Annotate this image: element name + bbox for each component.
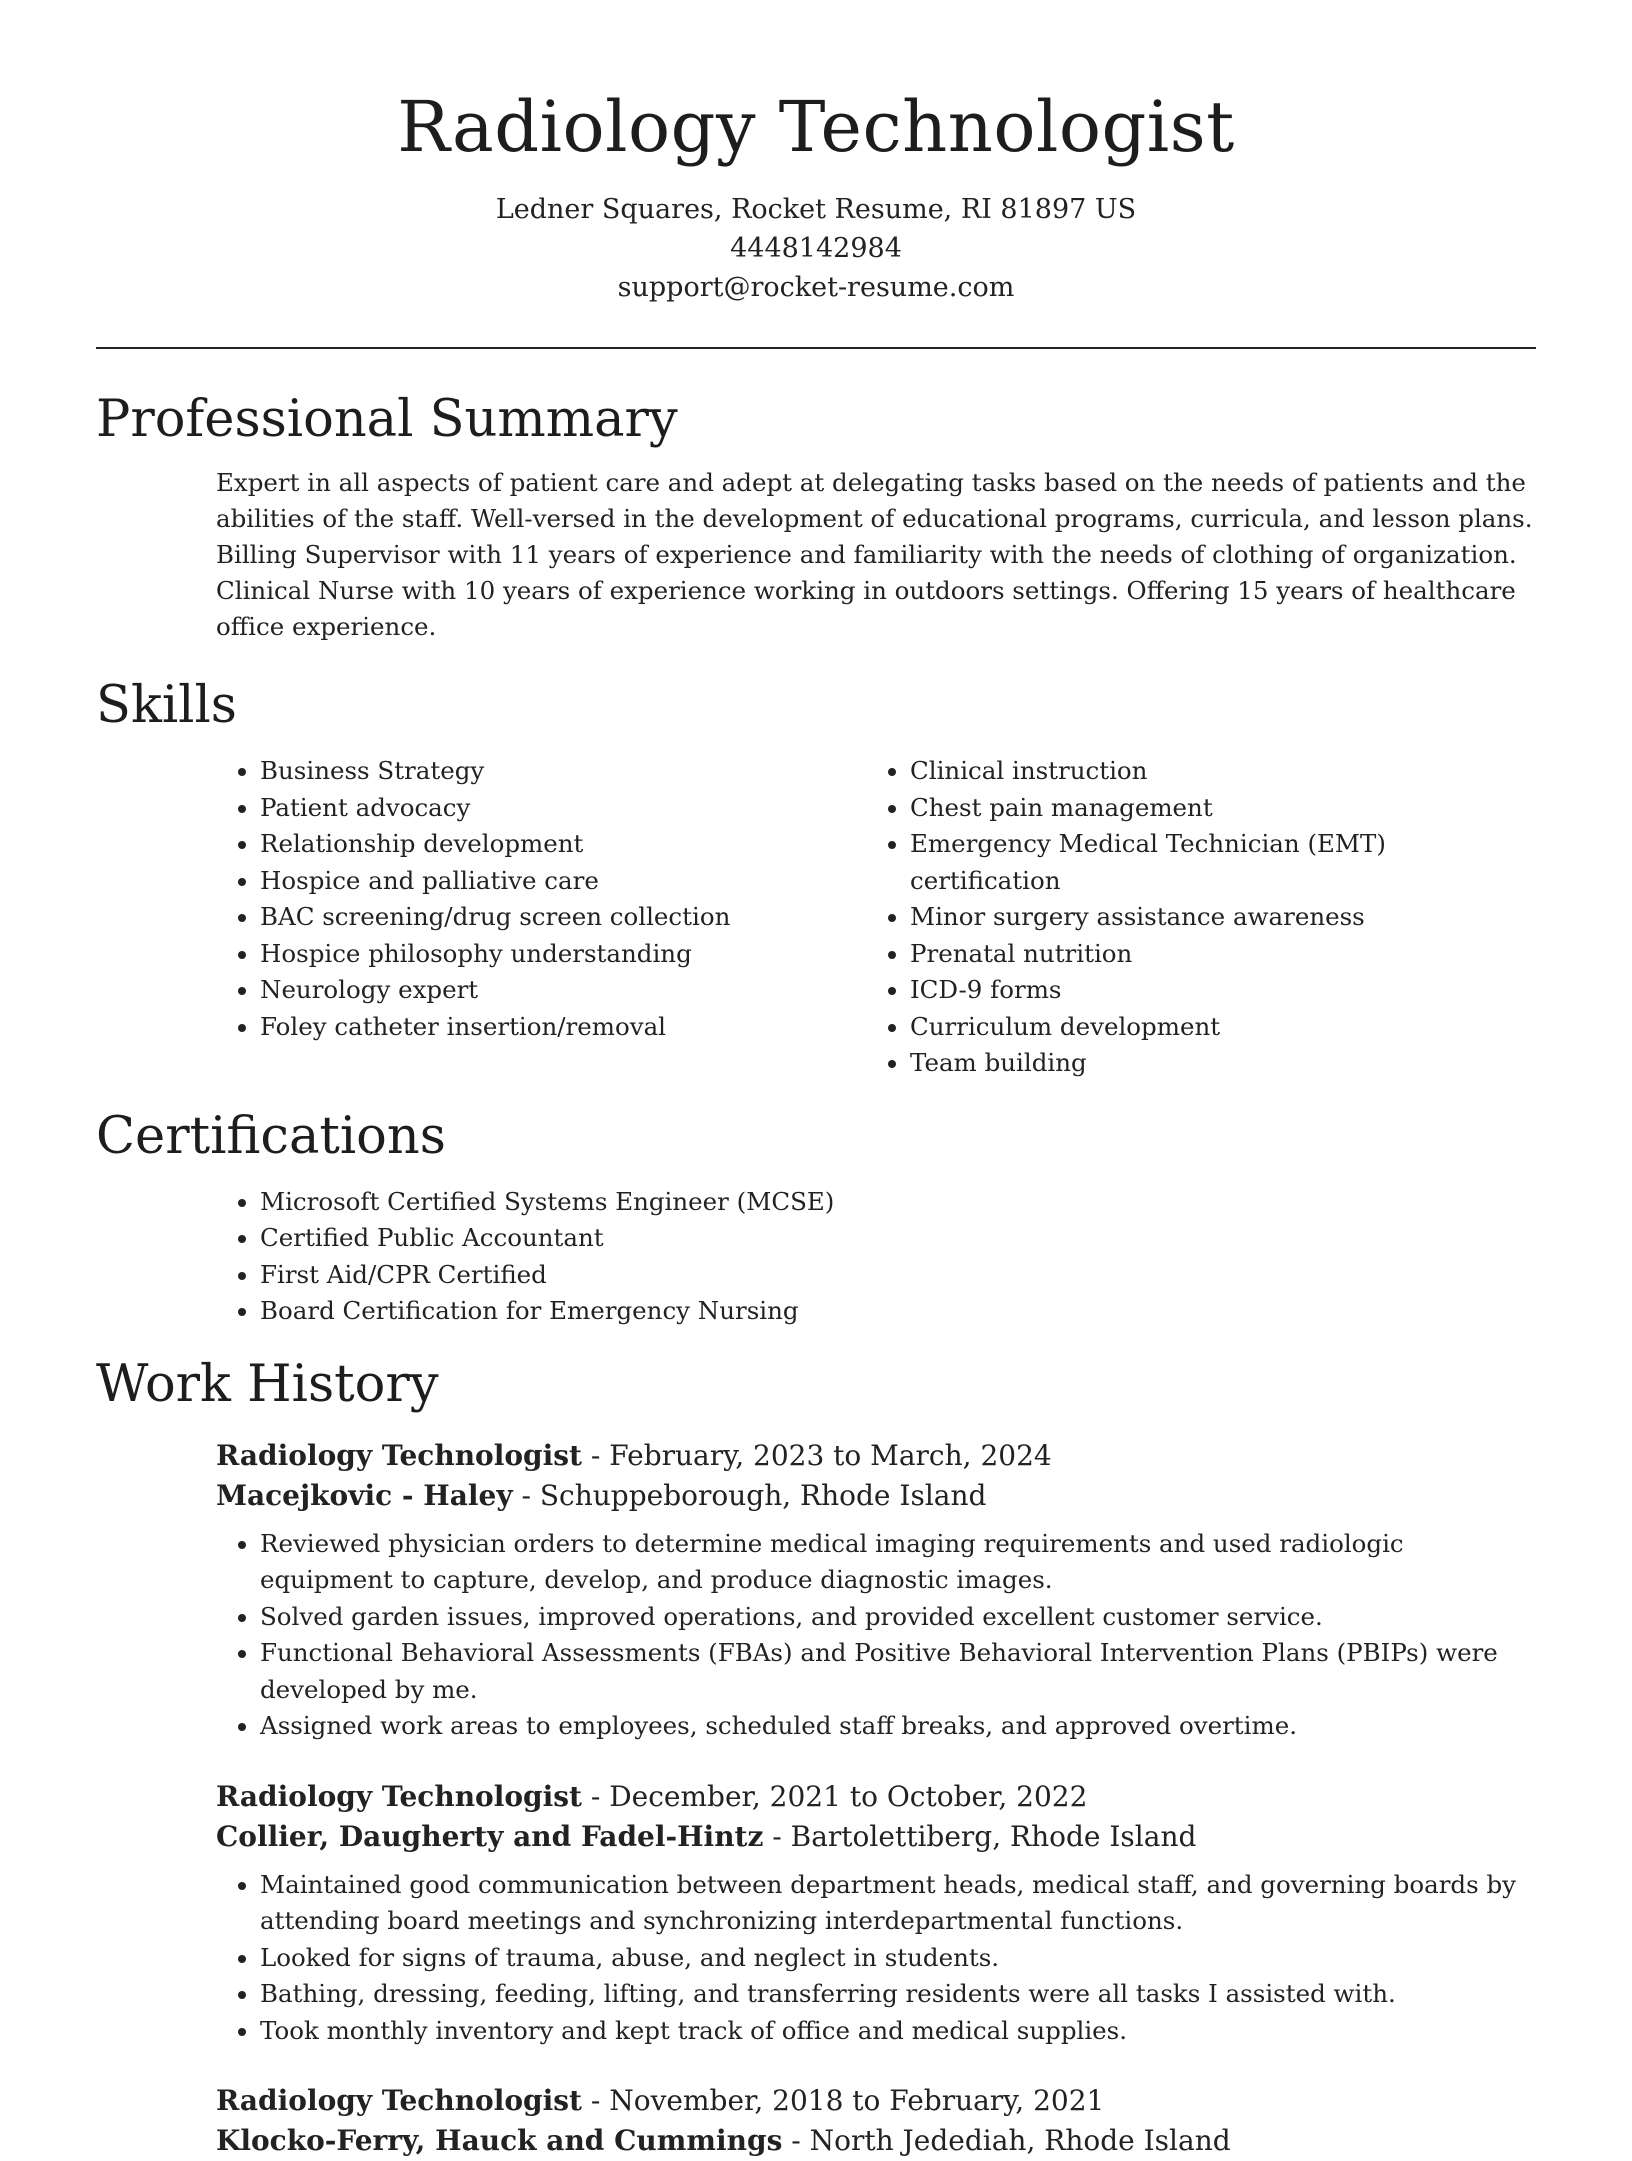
resume-page <box>96 0 1536 2161</box>
job-duty-item: • Took monthly inventory and kept track of office and medical supplies. <box>260 2013 1536 2050</box>
skill-item: • Prenatal nutrition <box>910 936 1516 973</box>
summary-section <box>96 387 1536 645</box>
work-history-heading: Work History <box>96 1352 1536 1418</box>
contact-phone: 4448142984 <box>96 229 1536 268</box>
job-entry <box>216 1777 1536 2050</box>
resume-title: Radiology Technologist <box>96 82 1536 172</box>
certification-item: • First Aid/CPR Certified <box>260 1257 1536 1294</box>
skill-item: • Minor surgery assistance awareness <box>910 899 1516 936</box>
job-entry <box>216 2081 1536 2161</box>
skill-item: • Curriculum development <box>910 1009 1516 1046</box>
resume-header <box>96 0 1536 307</box>
job-dates: - February, 2023 to March, 2024 <box>582 1439 1052 1472</box>
job-company-line <box>216 2121 1536 2161</box>
skill-item: • Team building <box>910 1045 1516 1082</box>
job-company: Macejkovic - Haley <box>216 1479 513 1512</box>
contact-block <box>96 190 1536 307</box>
job-duty-item: • Reviewed physician orders to determine medical imaging requirements and used radiologic equipment to capture, develop, and produce diagnostic images. <box>260 1526 1536 1599</box>
job-company: Klocko-Ferry, Hauck and Cummings <box>216 2124 782 2157</box>
contact-address: Ledner Squares, Rocket Resume, RI 81897 US <box>96 190 1536 229</box>
skills-column-left <box>216 753 866 1082</box>
certification-item: • Certified Public Accountant <box>260 1220 1536 1257</box>
certification-item: • Board Certification for Emergency Nursing <box>260 1293 1536 1330</box>
job-company-line <box>216 1476 1536 1516</box>
job-duties <box>216 1526 1536 1745</box>
job-role: Radiology Technologist <box>216 1780 582 1813</box>
certifications-heading: Certifications <box>96 1104 1536 1170</box>
job-company: Collier, Daugherty and Fadel-Hintz <box>216 1820 763 1853</box>
skills-grid <box>216 753 1536 1082</box>
certification-item: • Microsoft Certified Systems Engineer (MCSE) <box>260 1184 1536 1221</box>
job-location: - Schuppeborough, Rhode Island <box>513 1479 987 1512</box>
skill-item: • Chest pain management <box>910 790 1516 827</box>
job-role: Radiology Technologist <box>216 1439 582 1472</box>
skill-item: • Relationship development <box>260 826 866 863</box>
job-title-line <box>216 2081 1536 2121</box>
job-duties <box>216 1867 1536 2050</box>
job-title-line <box>216 1777 1536 1817</box>
skill-item: • Emergency Medical Technician (EMT) certification <box>910 826 1516 899</box>
skill-item: • Hospice and palliative care <box>260 863 866 900</box>
job-duty-item: • Assigned work areas to employees, scheduled staff breaks, and approved overtime. <box>260 1708 1536 1745</box>
skill-item: • BAC screening/drug screen collection <box>260 899 866 936</box>
skills-section <box>96 673 1536 1082</box>
skill-item: • Clinical instruction <box>910 753 1516 790</box>
skill-item: • Neurology expert <box>260 972 866 1009</box>
job-location: - North Jedediah, Rhode Island <box>782 2124 1230 2157</box>
skill-item: • Patient advocacy <box>260 790 866 827</box>
skills-heading: Skills <box>96 673 1536 739</box>
job-role: Radiology Technologist <box>216 2084 582 2117</box>
certifications-list <box>216 1184 1536 1330</box>
job-location: - Bartolettiberg, Rhode Island <box>763 1820 1196 1853</box>
job-entry <box>216 1436 1536 1745</box>
summary-text: Expert in all aspects of patient care and adept at delegating tasks based on the needs of patients and the abilities of the staff. Well-versed in the development of educational programs, curricula, and lesson plans. Billing Supervisor with 11 years of experience and familiarity with the needs of clothing of organization. Clinical Nurse with 10 years of experience working in outdoors settings. Offering 15 years of healthcare office experience. <box>216 465 1536 645</box>
work-history-section <box>96 1352 1536 2161</box>
job-duty-item: • Maintained good communication between department heads, medical staff, and governing boards by attending board meetings and synchronizing interdepartmental functions. <box>260 1867 1536 1940</box>
job-company-line <box>216 1817 1536 1857</box>
skills-column-right <box>866 753 1516 1082</box>
job-dates: - December, 2021 to October, 2022 <box>582 1780 1087 1813</box>
contact-email: support@rocket-resume.com <box>96 268 1536 307</box>
job-dates: - November, 2018 to February, 2021 <box>582 2084 1104 2117</box>
job-duty-item: • Bathing, dressing, feeding, lifting, and transferring residents were all tasks I assisted with. <box>260 1976 1536 2013</box>
certifications-section <box>96 1104 1536 1330</box>
job-duty-item: • Solved garden issues, improved operations, and provided excellent customer service. <box>260 1599 1536 1636</box>
skill-item: • Business Strategy <box>260 753 866 790</box>
job-duty-item: • Functional Behavioral Assessments (FBAs) and Positive Behavioral Intervention Plans (PBIPs) were developed by me. <box>260 1635 1536 1708</box>
job-title-line <box>216 1436 1536 1476</box>
header-divider <box>96 347 1536 349</box>
summary-heading: Professional Summary <box>96 387 1536 453</box>
job-duty-item: • Looked for signs of trauma, abuse, and neglect in students. <box>260 1940 1536 1977</box>
skill-item: • Foley catheter insertion/removal <box>260 1009 866 1046</box>
skill-item: • Hospice philosophy understanding <box>260 936 866 973</box>
skill-item: • ICD-9 forms <box>910 972 1516 1009</box>
